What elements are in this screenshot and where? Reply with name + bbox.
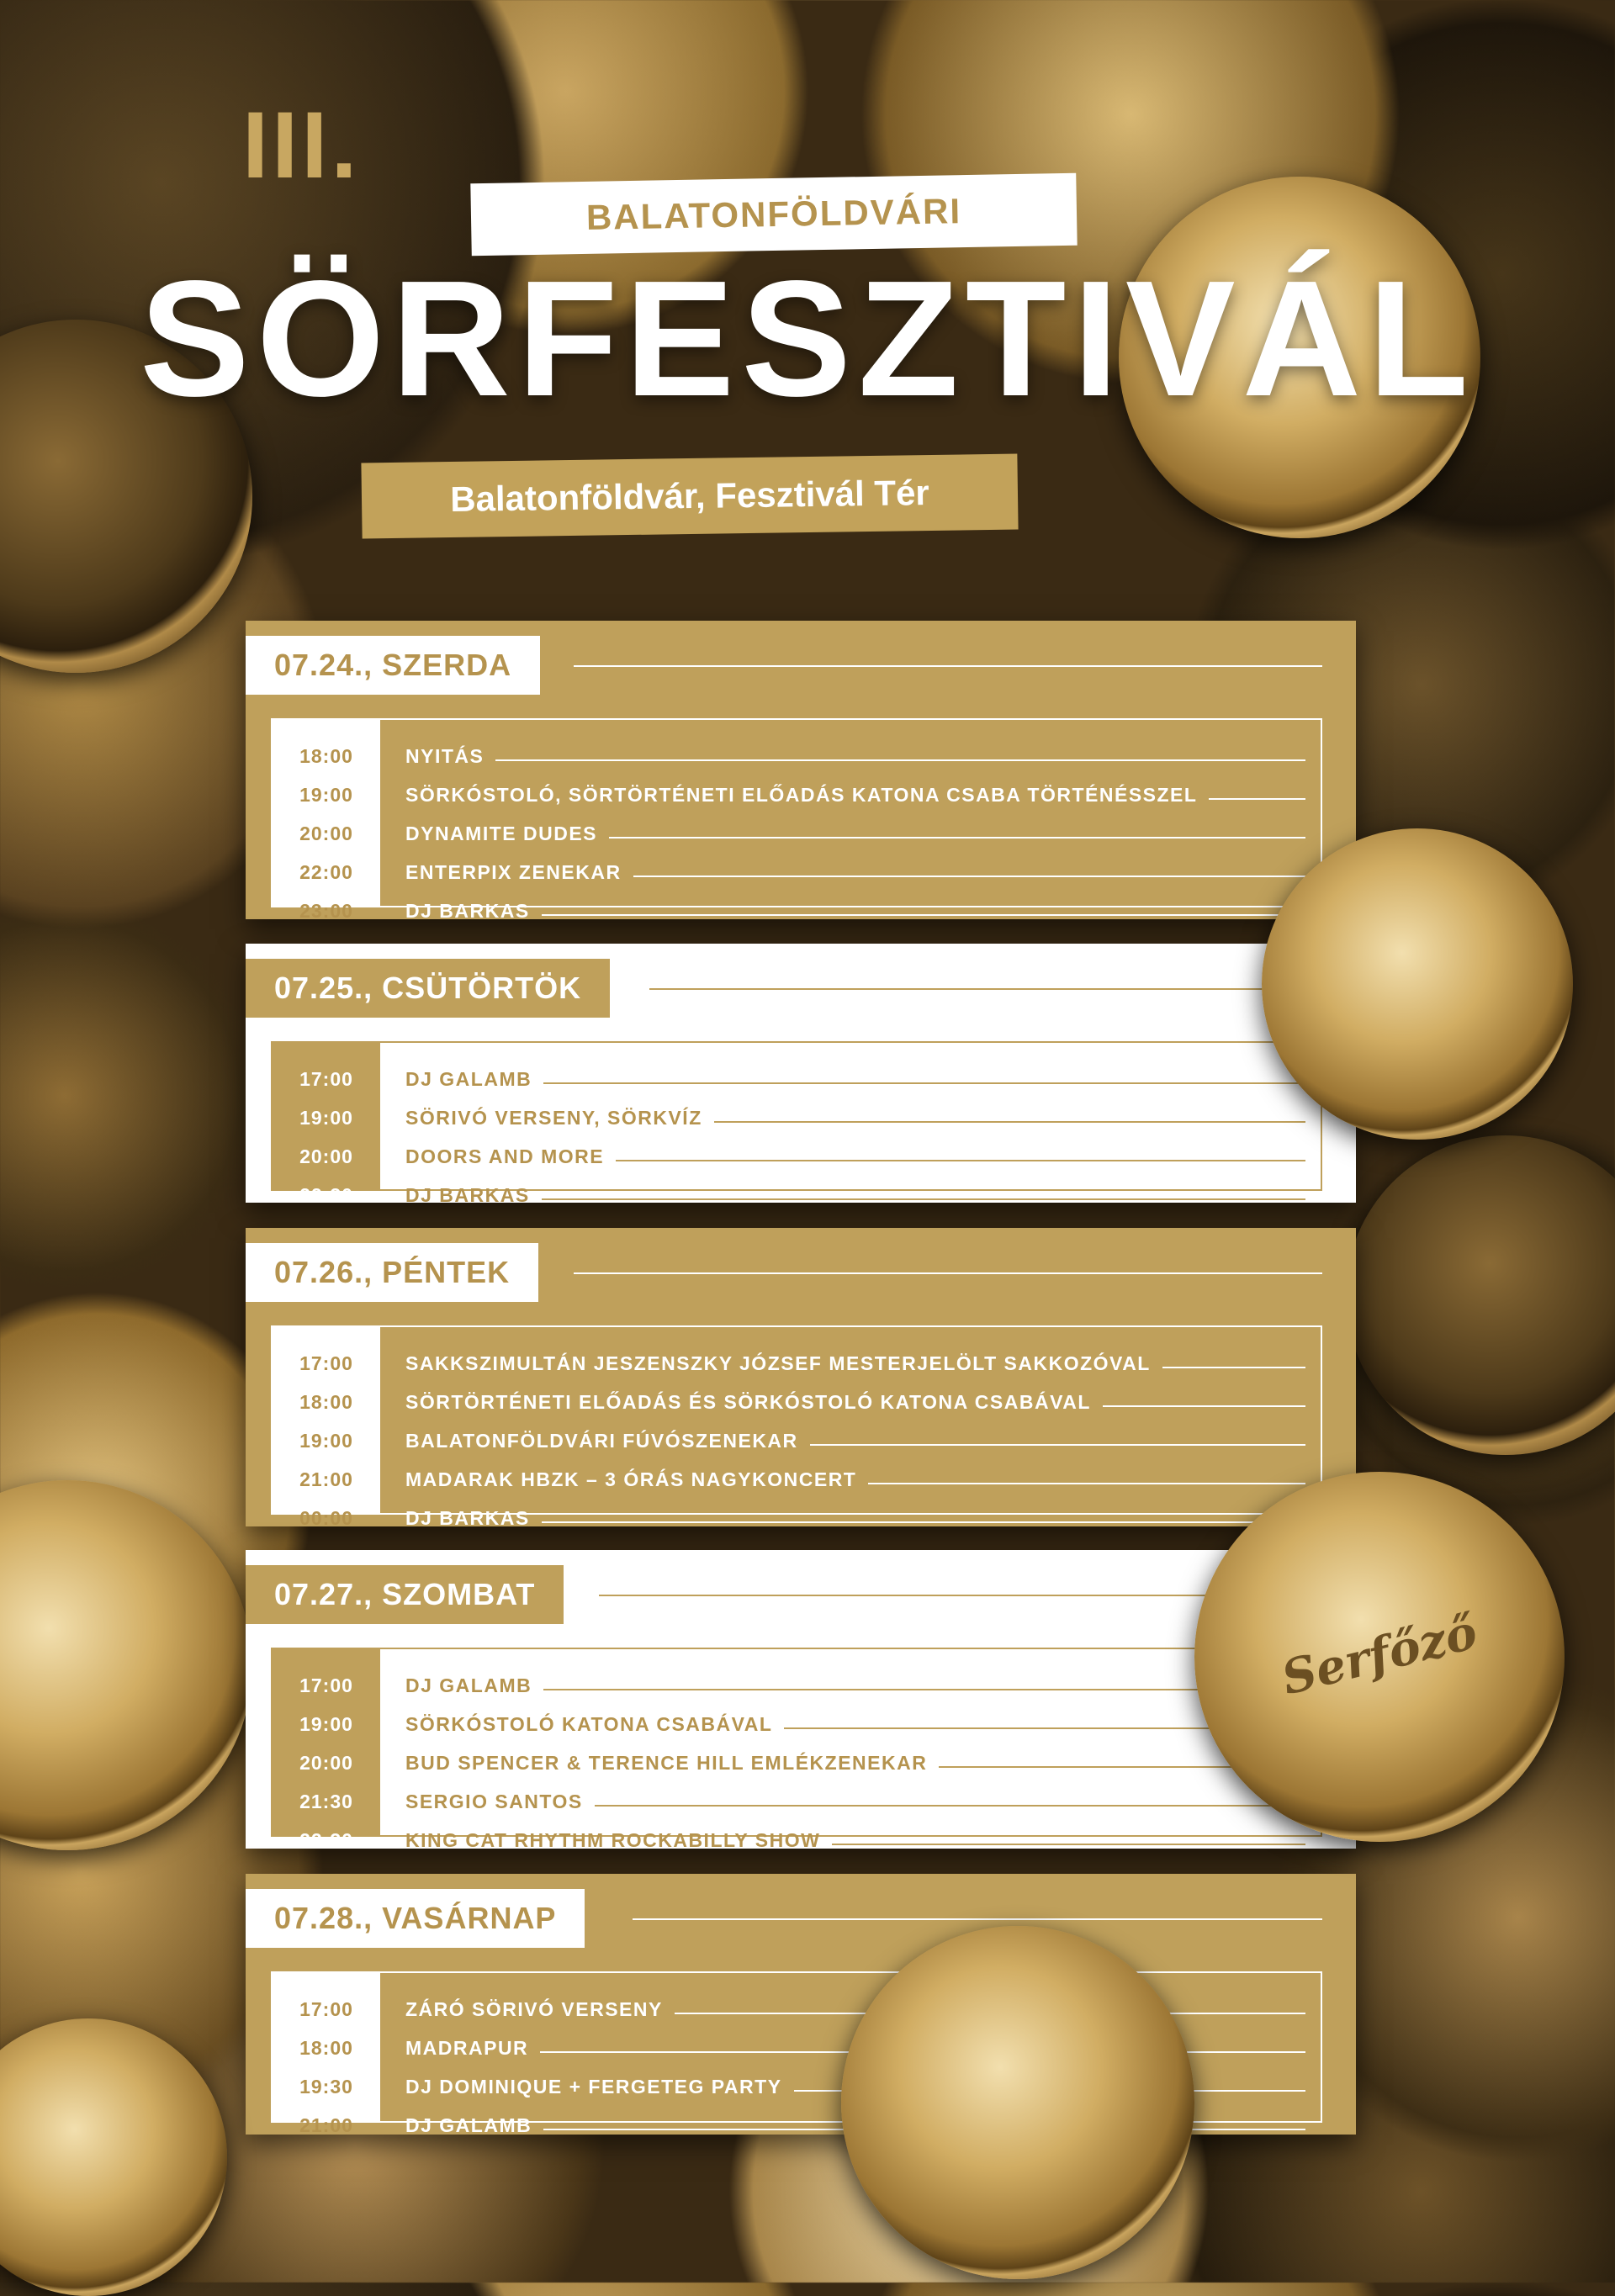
- day-header: 07.24., SZERDA: [246, 636, 540, 695]
- row-rule: [714, 1121, 1305, 1123]
- schedule-row: [273, 1460, 1321, 1499]
- event-time: 19:00: [299, 1106, 353, 1129]
- event-time: 20:00: [299, 1751, 353, 1774]
- bottle-cap-decoration: [0, 1480, 252, 1850]
- row-rule: [1209, 798, 1305, 800]
- event-list: [271, 1325, 1322, 1529]
- schedule-row: [273, 1098, 1321, 1137]
- row-rule: [595, 1805, 1305, 1807]
- schedule-row: [273, 1499, 1321, 1537]
- day-header: 07.26., PÉNTEK: [246, 1243, 538, 1302]
- event-name: DJ GALAMB: [405, 2113, 532, 2136]
- row-rule: [542, 1198, 1305, 1200]
- day-panel: [246, 1550, 1356, 1849]
- festival-subtitle: BALATONFÖLDVÁRI: [470, 173, 1077, 257]
- brand-logo: Serfőző: [1276, 1604, 1483, 1706]
- schedule-row: [273, 1137, 1321, 1176]
- event-list: [271, 718, 1322, 922]
- event-time: 21:00: [299, 2113, 353, 2136]
- event-name: ENTERPIX ZENEKAR: [405, 860, 622, 883]
- event-name: DJ GALAMB: [405, 1067, 532, 1090]
- event-name: SAKKSZIMULTÁN JESZENSZKY JÓZSEF MESTERJELÖLT SAKKOZÓVAL: [405, 1352, 1151, 1374]
- day-header: 07.25., CSÜTÖRTÖK: [246, 959, 610, 1018]
- event-time: 20:00: [299, 822, 353, 844]
- row-rule: [542, 1521, 1305, 1523]
- event-time: 22:00: [299, 860, 353, 883]
- event-time: 17:00: [299, 1067, 353, 1090]
- row-rule: [1162, 1367, 1305, 1368]
- event-name: SÖRIVÓ VERSENY, SÖRKVÍZ: [405, 1106, 702, 1129]
- event-time: 22:30: [299, 1183, 353, 1206]
- row-rule: [495, 759, 1305, 761]
- event-name: DYNAMITE DUDES: [405, 822, 598, 844]
- schedule-row: [273, 891, 1321, 930]
- schedule-row: [273, 1743, 1321, 1782]
- row-rule: [543, 1082, 1305, 1084]
- event-name: DJ GALAMB: [405, 1674, 532, 1696]
- festival-location: Balatonföldvár, Fesztivál Tér: [361, 454, 1018, 539]
- schedule-row: [273, 775, 1321, 814]
- event-name: DJ BARKAS: [405, 1506, 530, 1529]
- event-time: 17:00: [299, 1352, 353, 1374]
- event-name: BALATONFÖLDVÁRI FÚVÓSZENEKAR: [405, 1429, 798, 1452]
- event-name: DOORS AND MORE: [405, 1145, 605, 1167]
- row-rule: [616, 1160, 1305, 1161]
- event-name: SÖRKÓSTOLÓ KATONA CSABÁVAL: [405, 1712, 773, 1735]
- event-name: KING CAT RHYTHM ROCKABILLY SHOW: [405, 1828, 821, 1851]
- brand-bottle-cap: [1194, 1472, 1565, 1842]
- schedule-row: [273, 814, 1321, 853]
- event-name: SERGIO SANTOS: [405, 1790, 583, 1812]
- header-rule: [574, 1272, 1322, 1274]
- event-time: 19:30: [299, 2075, 353, 2098]
- event-time: 00:00: [299, 1506, 353, 1529]
- event-name: DJ DOMINIQUE + FERGETEG PARTY: [405, 2075, 782, 2098]
- row-rule: [1103, 1405, 1305, 1407]
- event-time: 21:30: [299, 1790, 353, 1812]
- bottle-cap-decoration: [0, 2018, 227, 2296]
- row-rule: [810, 1444, 1305, 1446]
- row-rule: [609, 837, 1305, 839]
- event-time: 17:00: [299, 1997, 353, 2020]
- schedule-row: [273, 1176, 1321, 1214]
- row-rule: [542, 914, 1305, 916]
- event-name: MADRAPUR: [405, 2036, 529, 2059]
- schedule-row: [273, 1060, 1321, 1098]
- header-rule: [633, 1918, 1322, 1920]
- event-time: 18:00: [299, 2036, 353, 2059]
- event-time: 17:00: [299, 1674, 353, 1696]
- event-time: 20:00: [299, 1145, 353, 1167]
- event-name: SÖRKÓSTOLÓ, SÖRTÖRTÉNETI ELŐADÁS KATONA CSABA TÖRTÉNÉSSZEL: [405, 783, 1198, 806]
- day-panel: [246, 621, 1356, 922]
- event-time: 18:00: [299, 744, 353, 767]
- edition-number: III.: [242, 93, 361, 198]
- event-name: NYITÁS: [405, 744, 484, 767]
- schedule-row: [273, 853, 1321, 891]
- row-rule: [633, 876, 1305, 877]
- event-name: DJ BARKAS: [405, 1183, 530, 1206]
- bottle-cap-decoration: [1346, 1135, 1615, 1455]
- day-header: 07.27., SZOMBAT: [246, 1565, 564, 1624]
- schedule-row: [273, 737, 1321, 775]
- schedule-row: [273, 1705, 1321, 1743]
- event-time: 22:30: [299, 1828, 353, 1851]
- schedule-row: [273, 1782, 1321, 1821]
- header-rule: [649, 988, 1322, 990]
- day-header: 07.28., VASÁRNAP: [246, 1889, 585, 1948]
- schedule-row: [273, 1344, 1321, 1383]
- event-name: MADARAK HBZK – 3 ÓRÁS NAGYKONCERT: [405, 1468, 857, 1490]
- event-time: 19:00: [299, 1429, 353, 1452]
- bottle-cap-decoration: [1262, 828, 1573, 1140]
- event-time: 21:00: [299, 1468, 353, 1490]
- header-rule: [574, 665, 1322, 667]
- event-time: 19:00: [299, 1712, 353, 1735]
- event-name: BUD SPENCER & TERENCE HILL EMLÉKZENEKAR: [405, 1751, 928, 1774]
- event-list: [271, 1648, 1322, 1851]
- day-panel: [246, 944, 1356, 1206]
- schedule-row: [273, 1666, 1321, 1705]
- event-time: 19:00: [299, 783, 353, 806]
- schedule-row: [273, 1821, 1321, 1860]
- row-rule: [832, 1844, 1305, 1845]
- row-rule: [543, 1689, 1305, 1690]
- festival-title: SÖRFESZTIVÁL: [140, 246, 1475, 431]
- event-name: SÖRTÖRTÉNETI ELŐADÁS ÉS SÖRKÓSTOLÓ KATONA CSABÁVAL: [405, 1390, 1091, 1413]
- day-panel: [246, 1228, 1356, 1529]
- event-list: [271, 1041, 1322, 1206]
- event-time: 23:00: [299, 899, 353, 922]
- schedule-row: [273, 1383, 1321, 1421]
- event-name: ZÁRÓ SÖRIVÓ VERSENY: [405, 1997, 663, 2020]
- event-name: DJ BARKAS: [405, 899, 530, 922]
- schedule-row: [273, 1421, 1321, 1460]
- row-rule: [868, 1483, 1305, 1484]
- event-time: 18:00: [299, 1390, 353, 1413]
- bottle-cap-decoration: [841, 1926, 1194, 2279]
